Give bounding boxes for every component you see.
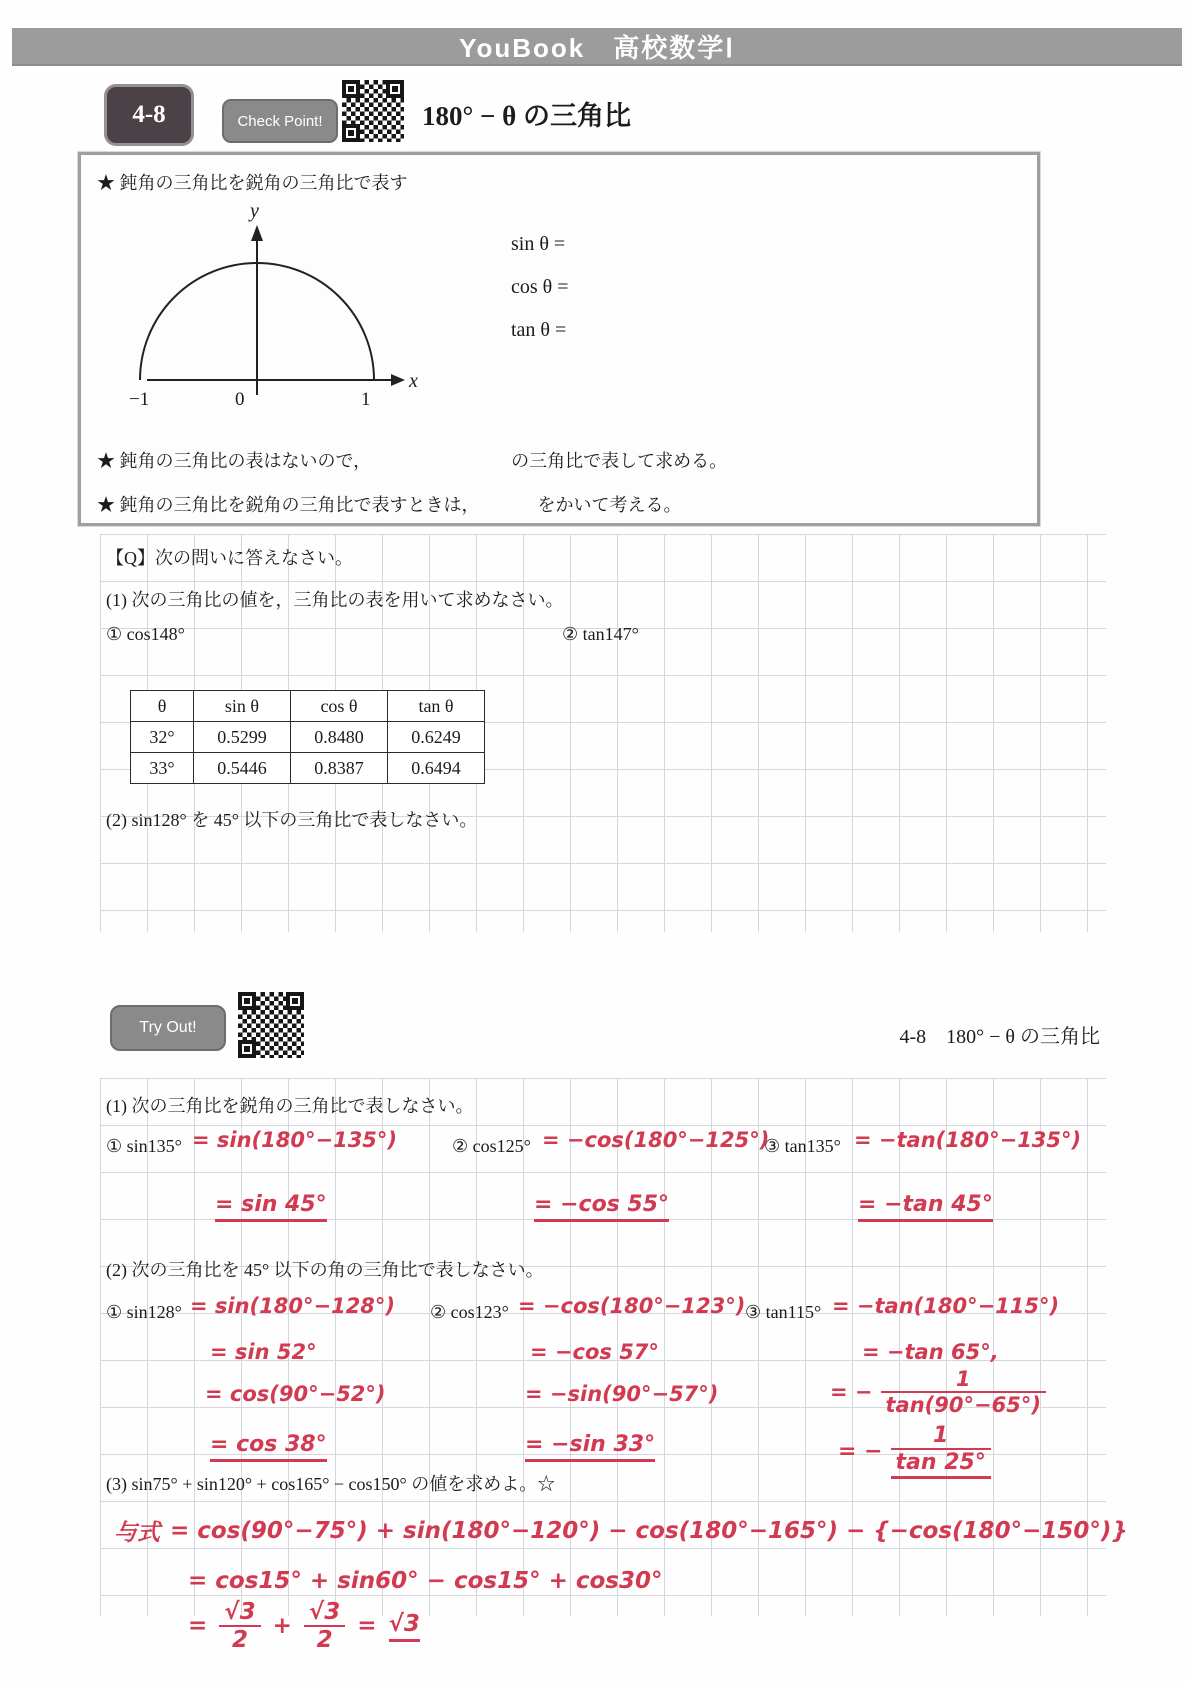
table-cell: 0.6494 (388, 753, 485, 784)
answer-2-2-final (525, 1432, 655, 1457)
solution-line-1 (114, 1514, 1128, 1547)
note-star-3-pre: ★ 鈍角の三角比を鋭角の三角比で表すときは， (97, 495, 480, 515)
answer-1-2-final (534, 1192, 669, 1217)
problem-2-1: ① sin128° (106, 1302, 182, 1322)
trig-table (130, 690, 485, 784)
formula-cos: cos θ = (511, 276, 569, 298)
table-cell: 0.6249 (388, 722, 485, 753)
problem-1-3: ③ tan135° (764, 1136, 841, 1156)
answer-1-2-step1: = −cos(180°−125°) (542, 1128, 770, 1152)
answer-1-1-step1: = sin(180°−135°) (192, 1128, 398, 1152)
table-header: θ (131, 691, 194, 722)
qr-finder (238, 1040, 256, 1058)
y-axis-label: y (250, 200, 259, 222)
table-cell: 32° (131, 722, 194, 753)
equals-minus: = − (838, 1439, 883, 1465)
solution-line-3 (188, 1600, 420, 1652)
equals-sign: = (188, 1613, 208, 1640)
answer-2-2-step3: = −sin(90°−57°) (525, 1382, 719, 1406)
given-expression-label: 与式 (114, 1520, 160, 1546)
qr-code (238, 992, 304, 1058)
tick-neg1: −1 (129, 389, 150, 410)
work-part3: (3) sin75° + sin120° + cos165° − cos150° の値を求めよ。☆ (106, 1474, 556, 1494)
fraction-denominator: 2 (316, 1627, 333, 1654)
check-point-button (222, 99, 338, 143)
try-out-button (110, 1005, 226, 1051)
underlined-answer: = cos 38° (210, 1432, 327, 1462)
qr-finder (342, 80, 360, 98)
note-star-2-post: の三角比で表して求める。 (511, 451, 728, 471)
section-number-badge (104, 84, 194, 146)
note-star-3 (97, 491, 682, 517)
header-bar (12, 28, 1182, 66)
problem-2-3: ③ tan115° (745, 1302, 822, 1322)
table-cell: 0.8387 (291, 753, 388, 784)
answer-2-3-step3 (830, 1368, 1046, 1416)
table-cell: 0.8480 (291, 722, 388, 753)
final-answer: √3 (389, 1611, 420, 1642)
fraction (881, 1368, 1046, 1416)
tick-1: 1 (361, 389, 371, 410)
table-cell: 0.5299 (194, 722, 291, 753)
answer-2-2-step2: = −cos 57° (530, 1340, 659, 1364)
table-row (131, 753, 485, 784)
question-section (100, 534, 1106, 932)
solution-step: = cos(90°−75°) + sin(180°−120°) − cos(180°−165°) − {−cos(180°−150°)} (170, 1517, 1128, 1544)
table-cell: 33° (131, 753, 194, 784)
qr-code (342, 80, 404, 142)
formula-sin: sin θ = (511, 233, 566, 255)
try-out-label: Try Out! (139, 1019, 197, 1036)
fraction-numerator: 1 (891, 1424, 991, 1450)
note-star-1: ★ 鈍角の三角比を鋭角の三角比で表す (97, 173, 408, 193)
answer-1-3-step1: = −tan(180°−135°) (854, 1128, 1082, 1152)
semicircle-diagram (117, 195, 427, 425)
note-star-2-pre: ★ 鈍角の三角比の表はないので， (97, 451, 372, 471)
formula-tan: tan θ = (511, 319, 567, 341)
answer-2-3-step2: = −tan 65°, (862, 1340, 999, 1364)
answer-2-1-step3: = cos(90°−52°) (205, 1382, 386, 1406)
note-star-2 (97, 447, 727, 473)
fraction (891, 1424, 991, 1479)
underlined-answer: = sin 45° (215, 1192, 327, 1222)
fraction-denominator: tan(90°−65°) (885, 1393, 1041, 1418)
underlined-answer: = −cos 55° (534, 1192, 669, 1222)
answer-1-3-final (858, 1192, 993, 1217)
work-part1: (1) 次の三角比を鋭角の三角比で表しなさい。 (106, 1096, 474, 1116)
qr-finder (286, 992, 304, 1010)
qr-finder (342, 124, 360, 142)
underlined-answer: = −sin 33° (525, 1432, 655, 1462)
x-axis-label: x (409, 370, 418, 392)
page-title: 180° − θ の三角比 (422, 101, 632, 131)
answer-2-1-step1: = sin(180°−128°) (190, 1294, 396, 1318)
q-item-1: ① cos148° (106, 624, 185, 644)
y-axis-arrow (251, 225, 263, 241)
work-part2: (2) 次の三角比を 45° 以下の角の三角比で表しなさい。 (106, 1260, 544, 1280)
table-header-row (131, 691, 485, 722)
answer-2-3-final (838, 1424, 991, 1479)
q-part1: (1) 次の三角比の値を，三角比の表を用いて求めなさい。 (106, 590, 564, 610)
problem-2-2: ② cos123° (430, 1302, 509, 1322)
answer-2-2-step1: = −cos(180°−123°) (518, 1294, 746, 1318)
answer-2-1-step2: = sin 52° (210, 1340, 317, 1364)
qr-finder (386, 80, 404, 98)
fraction (304, 1600, 345, 1652)
tick-0: 0 (235, 389, 245, 410)
table-header: cos θ (291, 691, 388, 722)
check-point-box (78, 152, 1040, 526)
fraction-numerator: √3 (219, 1600, 260, 1627)
q-item-2: ② tan147° (562, 624, 639, 644)
problem-1-2: ② cos125° (452, 1136, 531, 1156)
answer-1-1-final (215, 1192, 327, 1217)
table-cell: 0.5446 (194, 753, 291, 784)
note-star-3-post: をかいて考える。 (537, 495, 682, 515)
problem-1-1: ① sin135° (106, 1136, 182, 1156)
qr-finder (238, 992, 256, 1010)
q-part2: (2) sin128° を 45° 以下の三角比で表しなさい。 (106, 810, 478, 830)
fraction-denominator: tan 25° (895, 1450, 986, 1476)
fraction (219, 1600, 260, 1652)
table-header: sin θ (194, 691, 291, 722)
equals-sign: = (357, 1613, 377, 1640)
fraction-numerator: 1 (881, 1368, 1046, 1393)
section-number: 4-8 (132, 101, 166, 128)
fraction-denominator: 2 (231, 1627, 248, 1654)
table-row (131, 722, 485, 753)
plus-sign: + (272, 1613, 292, 1640)
section-reference: 4-8 180° − θ の三角比 (899, 1026, 1100, 1048)
fraction-numerator: √3 (304, 1600, 345, 1627)
work-section (100, 1078, 1128, 1654)
underlined-answer: = −tan 45° (858, 1192, 993, 1222)
equals-minus: = − (830, 1380, 873, 1405)
answer-2-1-final (210, 1432, 327, 1457)
table-header: tan θ (388, 691, 485, 722)
header-bar-title: YouBook 高校数学Ⅰ (459, 32, 735, 63)
solution-line-2: = cos15° + sin60° − cos15° + cos30° (188, 1568, 663, 1594)
q-heading: 【Q】次の問いに答えなさい。 (106, 548, 353, 568)
x-axis-arrow (391, 374, 405, 386)
answer-2-3-step1: = −tan(180°−115°) (832, 1294, 1060, 1318)
check-point-label: Check Point! (237, 112, 323, 130)
